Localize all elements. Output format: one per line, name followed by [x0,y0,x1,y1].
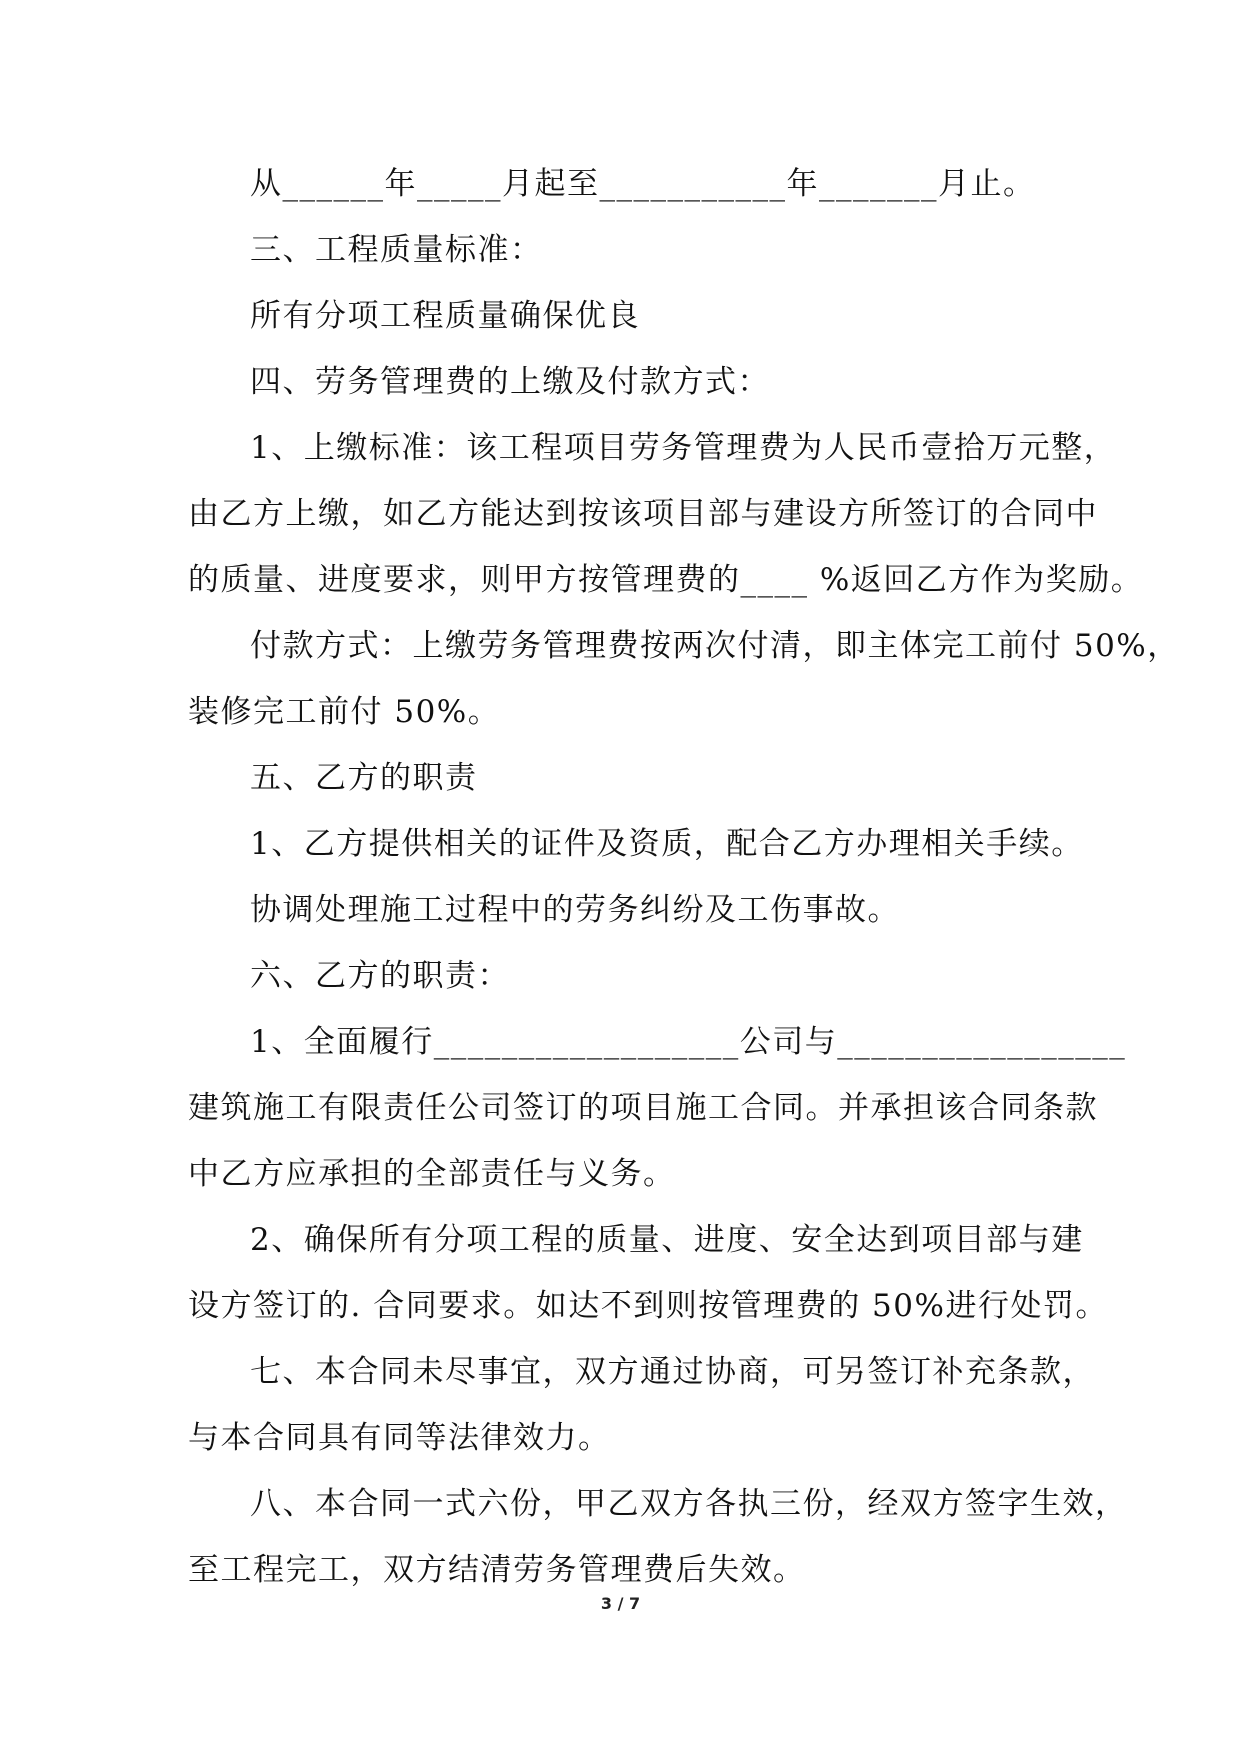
paragraph-line: 七、本合同未尽事宜，双方通过协商，可另签订补充条款， [250,1354,1095,1390]
paragraph-line: 装修完工前付 50%。 [188,694,501,730]
paragraph-line: 1、乙方提供相关的证件及资质，配合乙方办理相关手续。 [250,826,1084,862]
page-number: 3 / 7 [600,1594,641,1613]
section-heading: 五、乙方的职责 [250,760,478,796]
paragraph-line: 建筑施工有限责任公司签订的项目施工合同。并承担该合同条款 [188,1090,1098,1126]
paragraph-line: 设方签订的. 合同要求。如达不到则按管理费的 50%进行处罚。 [188,1288,1108,1324]
paragraph-line: 1、全面履行__________________公司与_________________ [250,1024,1127,1060]
paragraph-line: 中乙方应承担的全部责任与义务。 [188,1156,676,1192]
paragraph-line: 2、确保所有分项工程的质量、进度、安全达到项目部与建 [250,1222,1084,1258]
paragraph-line: 1、上缴标准：该工程项目劳务管理费为人民币壹拾万元整， [250,430,1117,466]
paragraph-line: 协调处理施工过程中的劳务纠纷及工伤事故。 [250,892,900,928]
paragraph-line: 的质量、进度要求，则甲方按管理费的____ %返回乙方作为奖励。 [188,562,1144,598]
paragraph-line: 八、本合同一式六份，甲乙双方各执三份，经双方签字生效， [250,1486,1128,1522]
paragraph-line: 由乙方上缴，如乙方能达到按该项目部与建设方所签订的合同中 [188,496,1098,532]
section-heading: 六、乙方的职责： [250,958,510,994]
paragraph-line: 所有分项工程质量确保优良 [250,298,640,334]
paragraph-line: 从______年_____月起至___________年_______月止。 [250,166,1036,202]
section-heading: 三、工程质量标准： [250,232,543,268]
paragraph-line: 至工程完工，双方结清劳务管理费后失效。 [188,1552,806,1588]
paragraph-line: 付款方式：上缴劳务管理费按两次付清，即主体完工前付 50%， [250,628,1180,664]
section-heading: 四、劳务管理费的上缴及付款方式： [250,364,770,400]
paragraph-line: 与本合同具有同等法律效力。 [188,1420,611,1456]
